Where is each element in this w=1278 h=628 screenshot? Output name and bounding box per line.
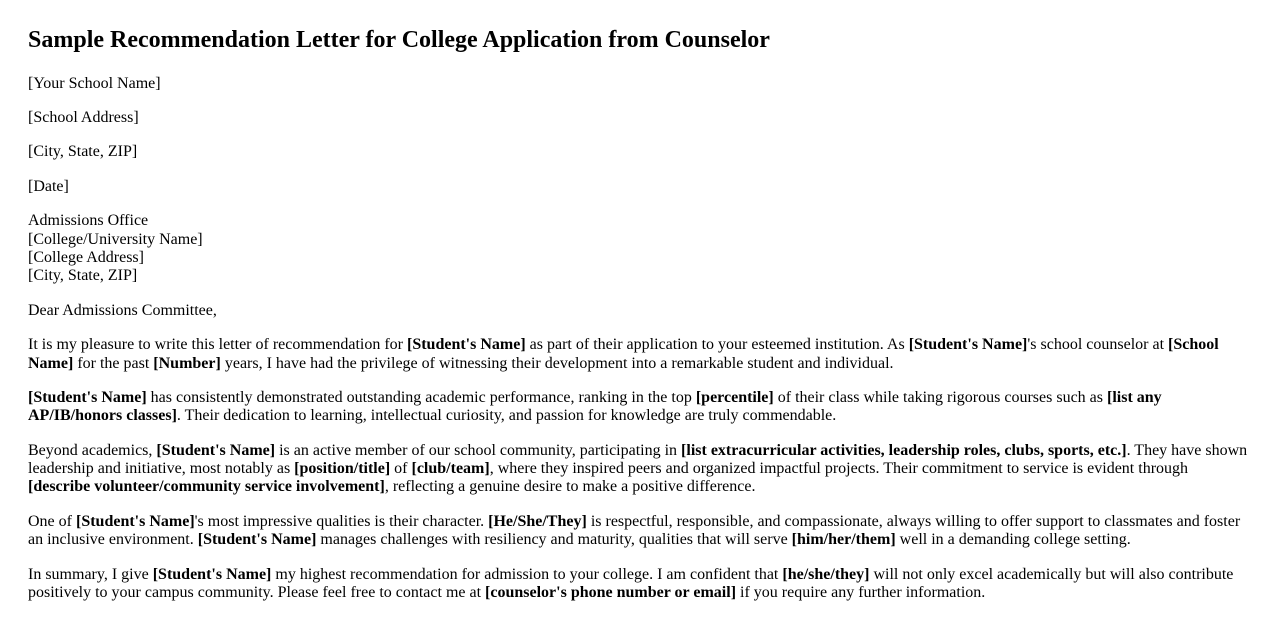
letter-document xyxy=(0,27,1278,602)
page-title: Sample Recommendation Letter for College Application from Counselor xyxy=(28,27,770,53)
recipient-college-address-line: [College Address] xyxy=(28,248,144,266)
letter-date: [Date] xyxy=(28,177,69,195)
recipient-city-state-zip-line: [City, State, ZIP] xyxy=(28,267,138,285)
salutation: Dear Admissions Committee, xyxy=(28,301,217,319)
sender-school-name: [Your School Name] xyxy=(28,74,161,92)
letter-paragraph-extracurricular: Beyond academics, [Student's Name] is an active member of our school community, participating in [list extracurricular activities, leadership roles, clubs, sports, etc.]. They have shown leadership and initiative, most notably as [position/title] of [club/team], where they inspired peers and organized impactful projects. Their commitment to service is evident through [describe volunteer/community service involvement], reflecting a genuine desire to make a positive difference. xyxy=(28,441,1248,496)
recipient-block xyxy=(28,212,1250,286)
letter-paragraph-character: One of [Student's Name]'s most impressive qualities is their character. [He/She/They] is respectful, responsible, and compassionate, always willing to offer support to classmates and foster an inclusive environment. [Student's Name] manages challenges with resiliency and maturity, qualities that will serve [him/her/them] well in a demanding college setting. xyxy=(28,512,1241,549)
sender-school-address: [School Address] xyxy=(28,108,139,126)
recipient-office-line: Admissions Office xyxy=(28,212,149,230)
recipient-college-name-line: [College/University Name] xyxy=(28,230,203,248)
letter-paragraph-intro: It is my pleasure to write this letter of recommendation for [Student's Name] as part of their application to your esteemed institution. As [Student's Name]'s school counselor at [School Name] for the past [Number] years, I have had the privilege of witnessing their development into a remarkable student and individual. xyxy=(28,336,1219,372)
sender-city-state-zip: [City, State, ZIP] xyxy=(28,143,138,161)
letter-paragraph-academics: [Student's Name] has consistently demonstrated outstanding academic performance, ranking in the top [percentile] of their class while taking rigorous courses such as [list any AP/IB/honors classes]. Their dedication to learning, intellectual curiosity, and passion for knowledge are truly commendable. xyxy=(28,388,1162,425)
letter-paragraph-summary: In summary, I give [Student's Name] my highest recommendation for admission to your college. I am confident that [he/she/they] will not only excel academically but will also contribute positively to your campus community. Please feel free to contact me at [counselor's phone number or email] if you require any further information. xyxy=(28,565,1234,602)
